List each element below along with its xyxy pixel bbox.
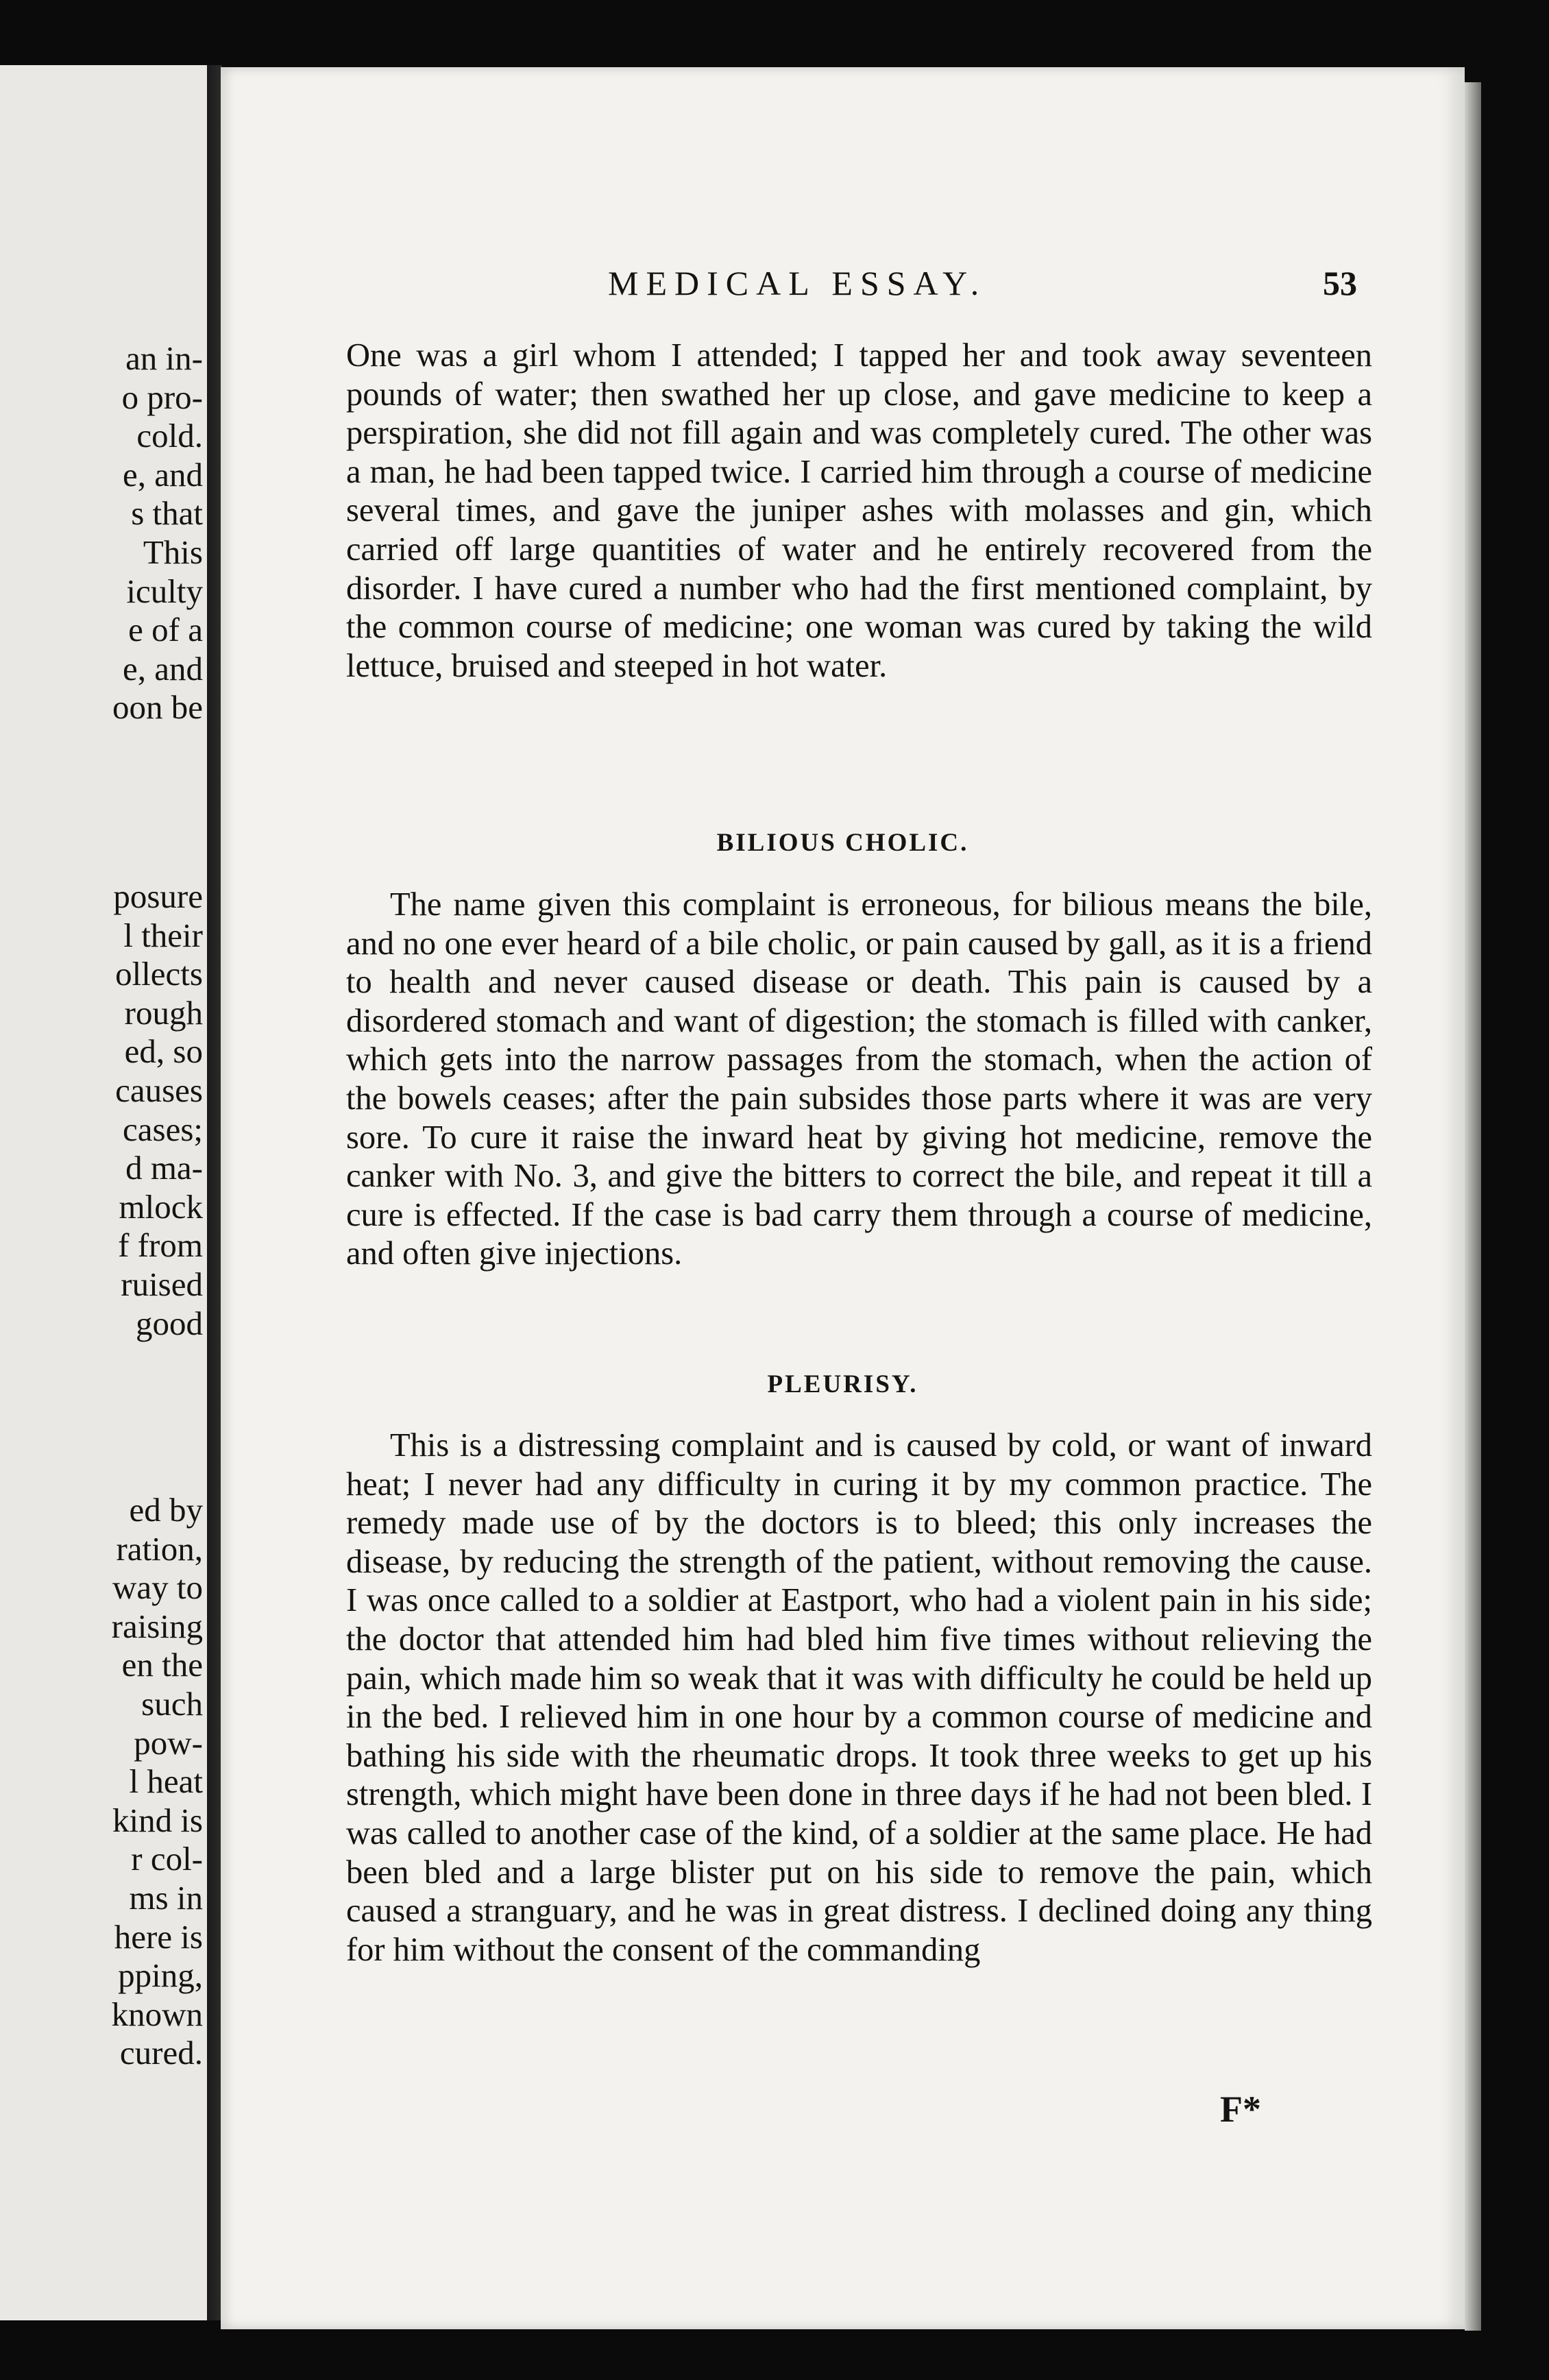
running-head <box>221 263 1465 307</box>
facing-page-line: pping, <box>118 1956 203 1995</box>
facing-page-line: This <box>143 533 203 571</box>
facing-page-line: pow- <box>134 1723 203 1762</box>
running-title: MEDICAL ESSAY. <box>608 264 987 302</box>
book-gutter <box>207 65 222 2320</box>
facing-page-line: an in- <box>125 339 203 377</box>
facing-page-line: mlock <box>119 1187 203 1226</box>
facing-page-line: way to <box>112 1568 203 1607</box>
facing-page-line: e of a <box>128 611 203 649</box>
book-page <box>221 67 1465 2329</box>
page-number: 53 <box>1323 264 1357 302</box>
facing-page-line: kind is <box>112 1801 203 1839</box>
pleurisy-paragraph: This is a distressing complaint and is caused by cold, or want of inward heat; I never had any difficulty in curing it by my common practice. The remedy made use of by the doctors is to bleed; this only increases the disease, by reducing the strength of the patient, without removing the cause. I was once called to a soldier at Eastport, who had a violent pain in his side; the doctor that attended him had bled him five times without relieving the pain, which made him so weak that it was with difficulty he could be held up in the bed. I relieved him in one hour by a common course of medicine and bathing his side with the rheumatic drops. It took three weeks to get up his strength, which might have been done in three days if he had not been bled. I was called to another case of the kind, of a soldier at the same place. He had been bled and a large blister put on his side to remove the pain, which caused a stranguary, and he was in great distress. I declined doing any thing for him without the consent of the commanding <box>346 1427 1372 1968</box>
facing-page-line: here is <box>114 1917 203 1956</box>
pleurisy-section <box>346 1426 1372 1969</box>
facing-page-line: en the <box>121 1646 203 1684</box>
facing-page-line: iculty <box>126 572 203 610</box>
intro-paragraph: One was a girl whom I attended; I tapped her and took away seventeen pounds of water; then swathed her up close, and gave medicine to keep a perspiration, she did not fill again and was completely cured. The other was a man, he had been tapped twice. I carried him through a course of medicine several times, and gave the juniper ashes with molasses and gin, which carried off large quantities of water and he entirely recovered from the disorder. I have cured a number who had the first mentioned complaint, by the common course of medicine; one woman was cured by taking the wild lettuce, bruised and steeped in hot water. <box>346 337 1372 684</box>
intro-section <box>346 337 1372 685</box>
facing-page-line: l their <box>123 916 203 954</box>
facing-page-line: known <box>111 1995 203 2033</box>
facing-page-line: good <box>136 1304 203 1342</box>
facing-page-line: cold. <box>136 417 203 455</box>
bilious-cholic-paragraph: The name given this complaint is erroneous, for bilious means the bile, and no one ever heard of a bile cholic, or pain caused by gall, as it is a friend to health and never caused disease or death. This pain is caused by a disordered stomach and want of digestion; the stomach is filled with canker, which gets into the narrow passages from the stomach, when the action of the bowels ceases; after the pain subsides those parts where it was are very sore. To cure it raise the inward heat by giving hot medicine, remove the canker with No. 3, and give the bitters to correct the bile, and repeat it till a cure is effected. If the case is bad carry them through a course of medicine, and often give injections. <box>346 886 1372 1272</box>
bilious-cholic-heading: BILIOUS CHOLIC. <box>716 829 969 857</box>
facing-page-fragment <box>0 65 207 2320</box>
facing-page-line: l heat <box>129 1762 203 1801</box>
facing-page-line: f from <box>118 1226 203 1265</box>
facing-page-line: s that <box>131 494 203 533</box>
facing-page-line: d ma- <box>125 1149 203 1187</box>
facing-page-line: o pro- <box>121 378 203 416</box>
facing-page-line: ed by <box>129 1491 203 1529</box>
page-edge-shadow <box>1465 82 1481 2331</box>
facing-page-line: r col- <box>131 1840 203 1878</box>
facing-page-line: ration, <box>116 1529 203 1568</box>
facing-page-line: e, and <box>123 649 203 688</box>
facing-page-line: ruised <box>121 1265 203 1303</box>
facing-page-line: ed, so <box>124 1032 203 1071</box>
facing-page-line: rough <box>124 993 203 1032</box>
bilious-cholic-section <box>346 886 1372 1274</box>
signature-mark: F* <box>1220 2089 1261 2130</box>
facing-page-line: ms in <box>129 1879 203 1917</box>
facing-page-line: raising <box>111 1607 203 1645</box>
facing-page-line: e, and <box>123 455 203 494</box>
facing-page-line: causes <box>115 1071 203 1109</box>
facing-page-line: ollects <box>115 955 203 993</box>
facing-page-line: posure <box>113 877 203 915</box>
facing-page-line: such <box>141 1685 203 1723</box>
pleurisy-heading: PLEURISY. <box>767 1370 918 1398</box>
facing-page-line: cases; <box>123 1110 203 1148</box>
facing-page-line: cured. <box>119 2034 203 2072</box>
facing-page-line: oon be <box>112 688 203 727</box>
